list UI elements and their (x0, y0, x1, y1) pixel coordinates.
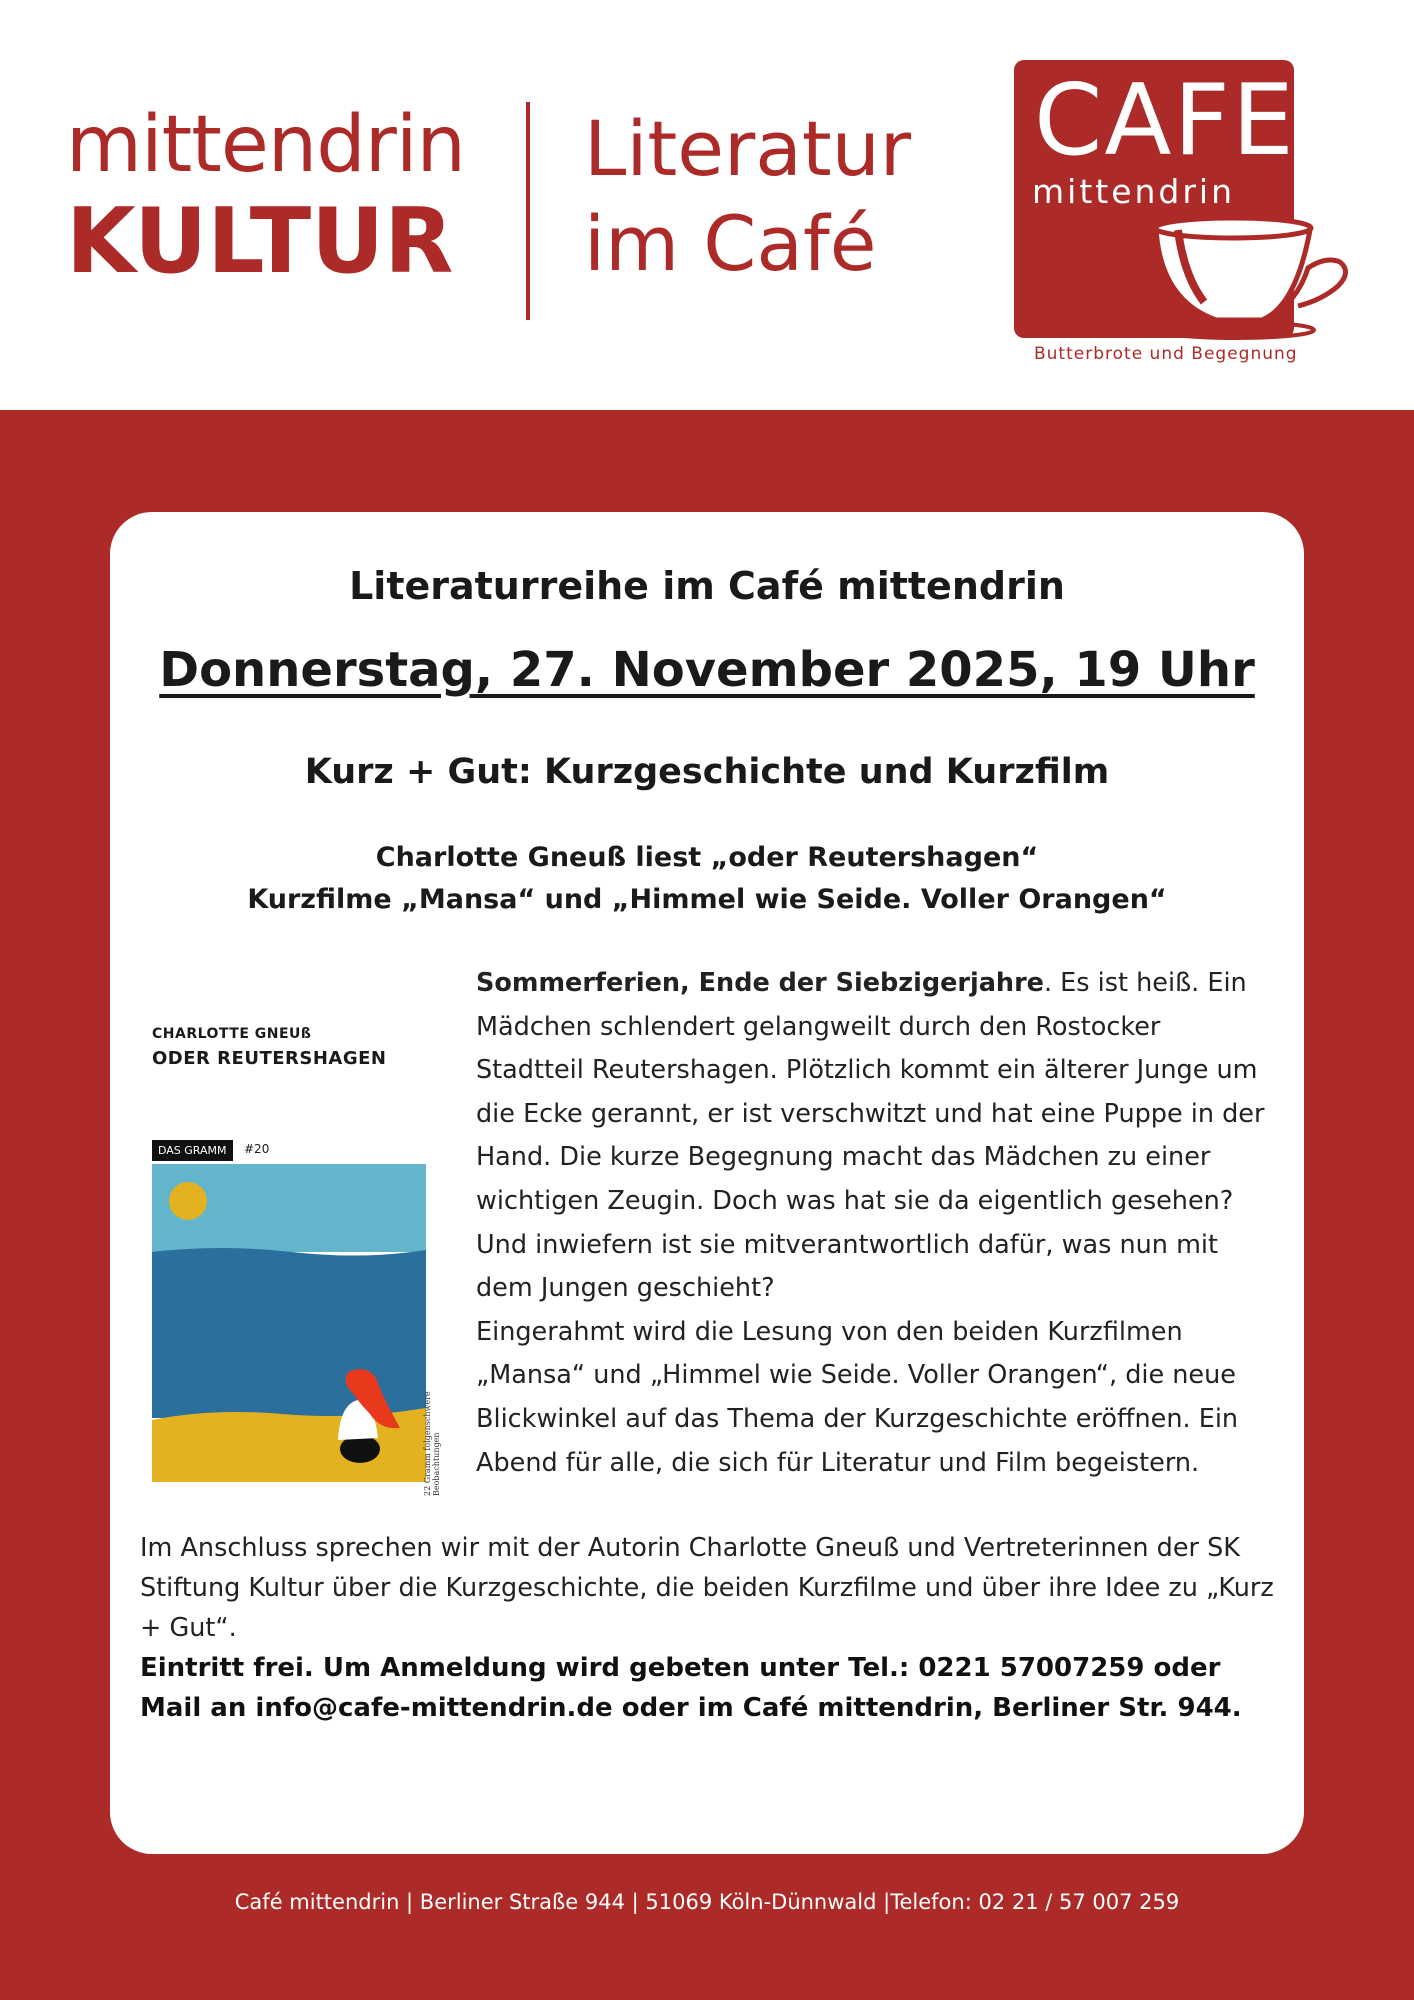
brand-kultur (66, 100, 486, 292)
description-text (476, 962, 1276, 1485)
brand-line-im-cafe: im Café (584, 199, 877, 288)
brand-divider (526, 102, 530, 320)
event-card (110, 512, 1304, 1854)
event-date: Donnerstag, 27. November 2025, 19 Uhr (159, 642, 1255, 698)
films-line: Kurzfilme „Mansa“ und „Himmel wie Seide. Voller Orangen“ (247, 884, 1167, 915)
logo-subtitle: mittendrin (1032, 172, 1236, 211)
footer-address: Café mittendrin | Berliner Straße 944 | 51069 Köln-Dünnwald |Telefon: 02 21 / 57 007 259 (234, 1890, 1180, 1914)
description-frame: Eingerahmt wird die Lesung von den beiden Kurzfilmen „Mansa“ und „Himmel wie Seide. Voller Orangen“, die neue Blickwinkel auf das Thema der Kurzgeschichte eröffnen. Ein Abend für alle, die sich für Literatur und Film begeistern. (476, 1316, 1239, 1478)
book-author: CHARLOTTE GNEUß (152, 1026, 312, 1042)
book-cover-image (140, 986, 440, 1496)
book-spine-text: 22 Gramm folgenschwere Beobachtungen (423, 1391, 441, 1496)
brand-literatur (584, 104, 911, 294)
description-lead-bold: Sommerferien, Ende der Siebzigerjahre (476, 968, 1044, 998)
reading-line: Charlotte Gneuß liest „oder Reutershagen“ (375, 842, 1039, 873)
logo-title: CAFE (1034, 64, 1296, 178)
series-title: Literaturreihe im Café mittendrin (349, 564, 1065, 608)
registration-info: Eintritt frei. Um Anmeldung wird gebeten unter Tel.: 0221 57007259 oder Mail an info@cafe-mittendrin.de oder im Café mittendrin, Berliner Str. 944. (140, 1653, 1242, 1723)
event-subtitle: Kurz + Gut: Kurzgeschichte und Kurzfilm (304, 752, 1110, 792)
book-series-number: #20 (244, 1142, 270, 1156)
beach-illustration (152, 1164, 426, 1482)
header (0, 0, 1414, 410)
description-lead-rest: . Es ist heiß. Ein Mädchen schlendert gelangweilt durch den Rostocker Stadtteil Reutershagen. Plötzlich kommt ein älterer Junge um die Ecke gerannt, er ist verschwitzt und hat eine Puppe in der Hand. Die kurze Begegnung macht das Mädchen zu einer wichtigen Zeugin. Doch was hat sie da eigentlich gesehen? Und inwiefern ist sie mitverantwortlich dafür, was nun mit dem Jungen geschieht? (476, 968, 1265, 1304)
book-series-label: DAS GRAMM (152, 1140, 233, 1161)
coffee-cup-icon (1150, 216, 1370, 346)
brand-line-kultur: KULTUR (66, 189, 454, 294)
brand-line-literatur: Literatur (584, 104, 912, 193)
book-title: ODER REUTERSHAGEN (152, 1048, 387, 1069)
logo-tagline: Butterbrote und Begegnung (1034, 344, 1298, 364)
brand-line-mittendrin: mittendrin (66, 100, 465, 190)
description-followup: Im Anschluss sprechen wir mit der Autorin Charlotte Gneuß und Vertreterinnen der SK Stiftung Kultur über die Kurzgeschichte, die beiden Kurzfilme und über ihre Idee zu „Kurz + Gut“. (140, 1533, 1274, 1643)
